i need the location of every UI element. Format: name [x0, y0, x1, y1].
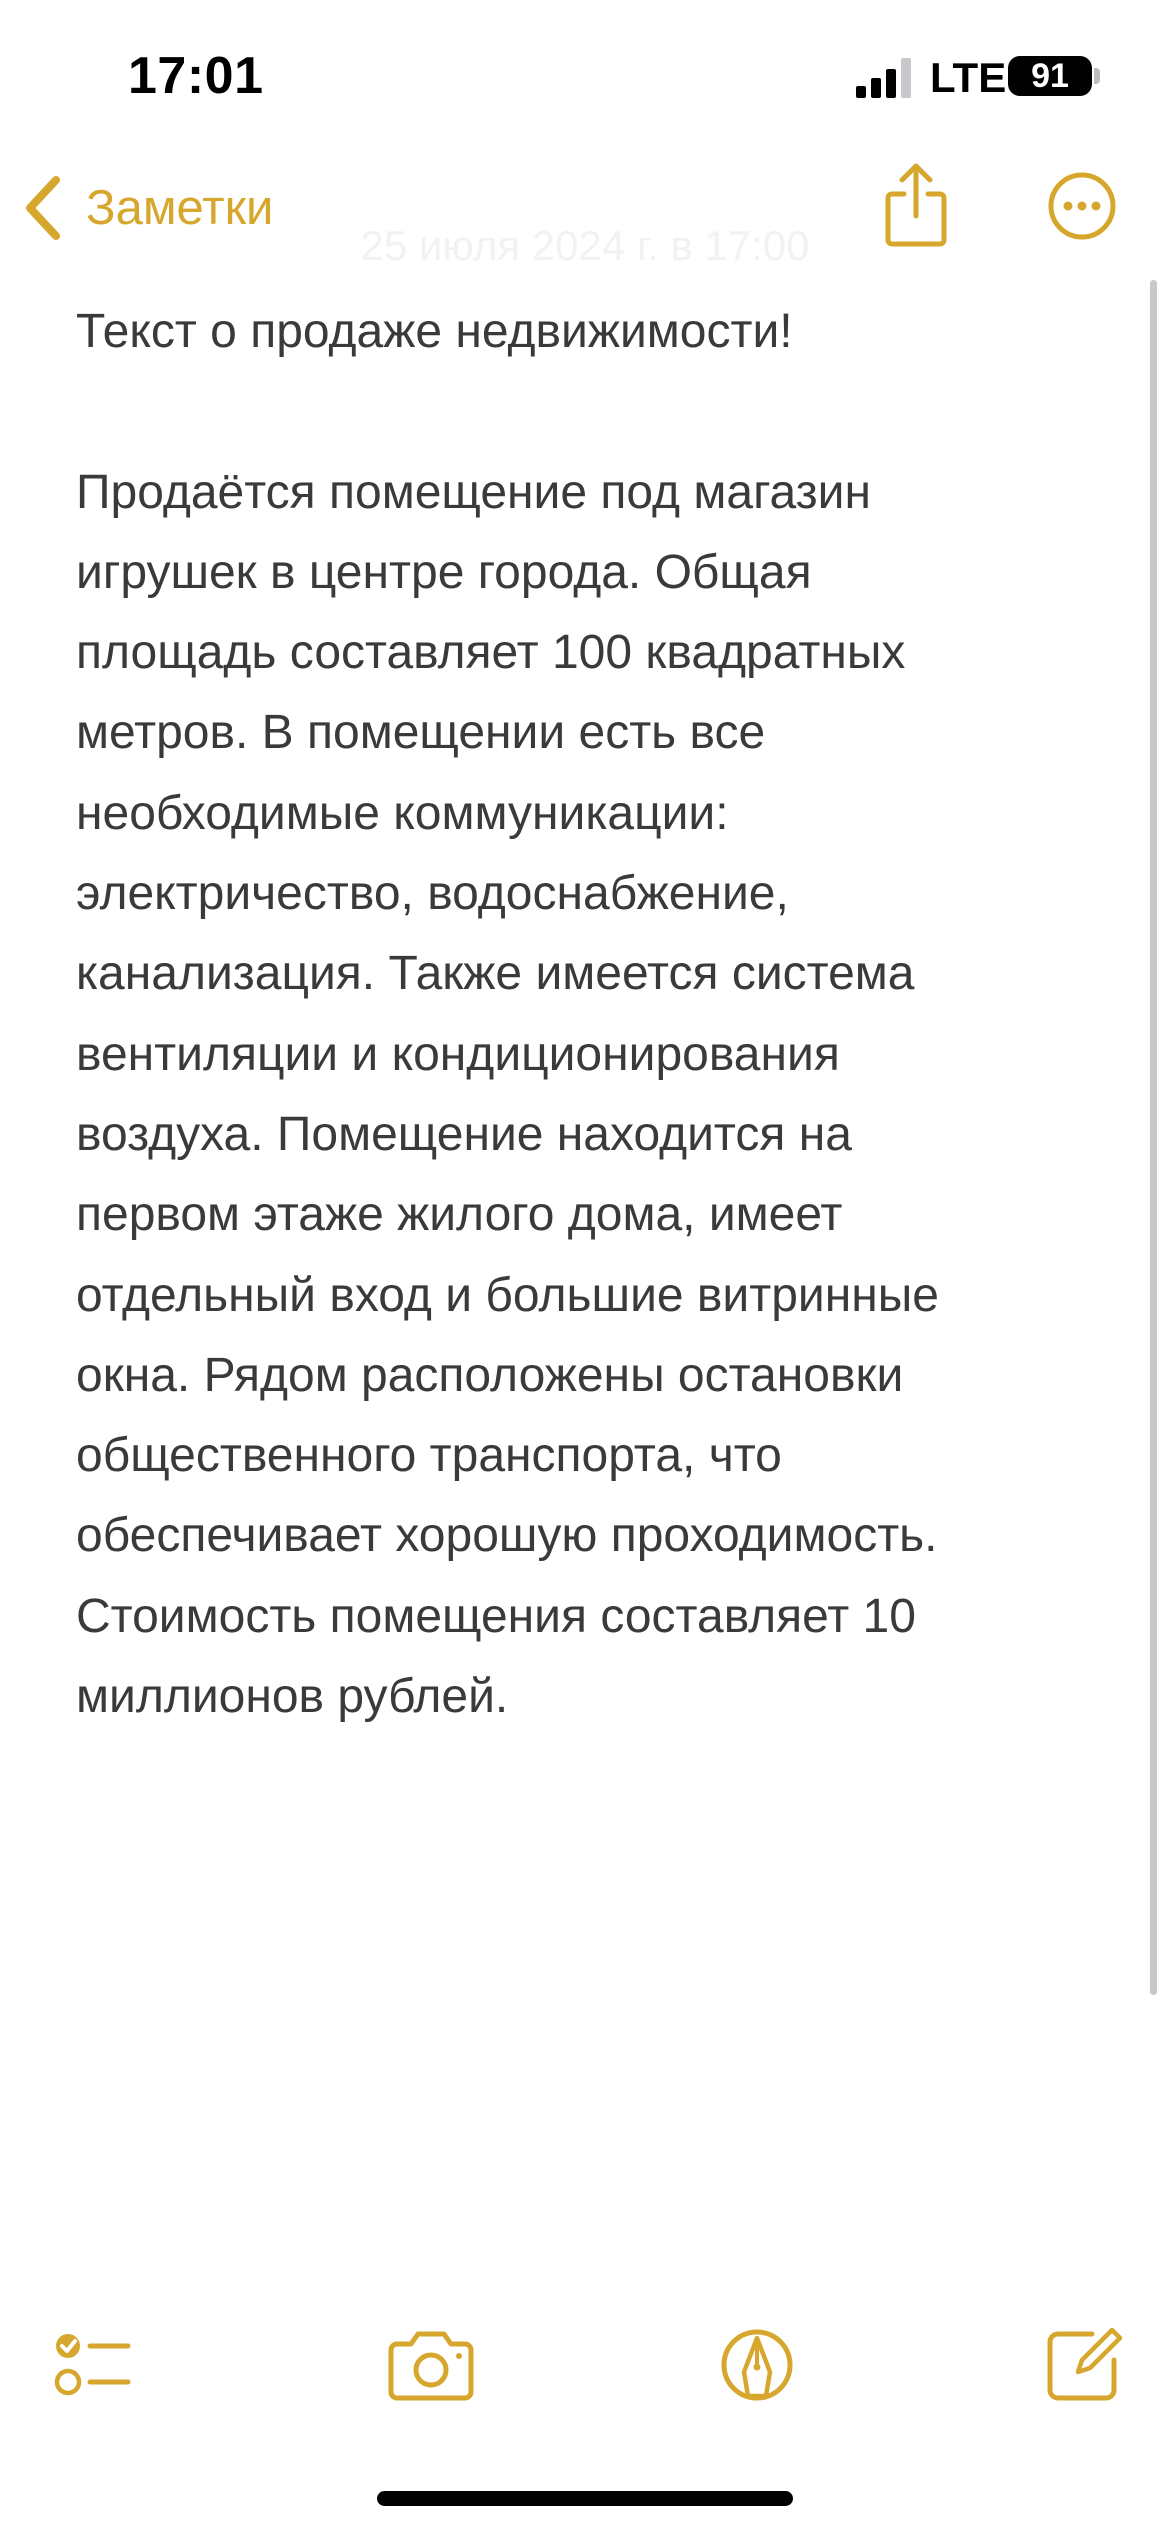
battery-level: 91: [1031, 57, 1069, 95]
network-type: LTE: [930, 54, 1007, 101]
note-editor[interactable]: [76, 292, 1116, 1737]
bottom-toolbar: [0, 2300, 1170, 2430]
note-line: воздуха. Помещение находится на: [76, 1107, 852, 1161]
camera-icon[interactable]: [381, 2320, 481, 2410]
note-line: Стоимость помещения составляет 10: [76, 1589, 916, 1643]
blank-line: [76, 372, 1116, 452]
nav-bar: [0, 150, 1170, 270]
note-line: Продаётся помещение под магазин: [76, 465, 871, 519]
note-line: миллионов рублей.: [76, 1670, 509, 1724]
note-line: площадь составляет 100 квадратных: [76, 626, 906, 680]
cellular-signal-icon: [856, 58, 912, 98]
checklist-icon[interactable]: [50, 2320, 140, 2410]
note-line: электричество, водоснабжение,: [76, 867, 789, 921]
back-button[interactable]: [22, 172, 273, 244]
ellipsis-circle-icon[interactable]: [1046, 170, 1118, 242]
battery-icon: [1008, 56, 1092, 96]
status-time: 17:01: [128, 47, 264, 105]
note-line: метров. В помещении есть все: [76, 706, 766, 760]
note-line: первом этаже жилого дома, имеет: [76, 1188, 843, 1242]
compose-icon[interactable]: [1038, 2320, 1128, 2410]
note-date: 25 июля 2024 г. в 17:00: [360, 222, 810, 269]
status-bar: [0, 0, 1170, 150]
note-line: необходимые коммуникации:: [76, 786, 729, 840]
note-line: обеспечивает хорошую проходимость.: [76, 1509, 938, 1563]
home-indicator[interactable]: [377, 2491, 793, 2506]
note-line: окна. Рядом расположены остановки: [76, 1348, 904, 1402]
share-icon[interactable]: [880, 160, 952, 250]
note-title: Текст о продаже недвижимости!: [76, 305, 793, 358]
chevron-left-icon: [22, 172, 66, 244]
note-line: отдельный вход и большие витринные: [76, 1268, 939, 1322]
note-line: вентиляции и кондиционирования: [76, 1027, 840, 1081]
note-line: игрушек в центре города. Общая: [76, 545, 812, 599]
battery-tip: [1094, 68, 1100, 84]
scrollbar[interactable]: [1150, 280, 1157, 1995]
back-label: Заметки: [86, 181, 274, 235]
pen-tip-circle-icon[interactable]: [712, 2320, 802, 2410]
note-line: общественного транспорта, что: [76, 1429, 782, 1483]
note-line: канализация. Также имеется система: [76, 947, 915, 1001]
